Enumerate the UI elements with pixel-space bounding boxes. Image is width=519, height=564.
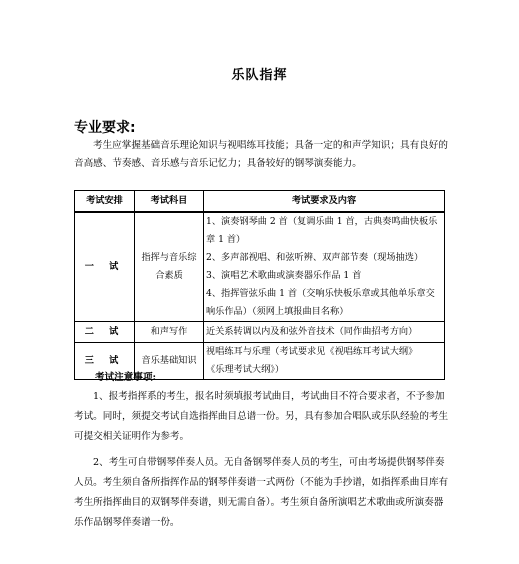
- requirement-item: 3、演唱艺术歌曲或演奏器乐作品 1 首: [206, 270, 362, 281]
- stage-cell: 一 试: [75, 212, 135, 322]
- table-row: [75, 212, 445, 322]
- requirement-item: 《乐理考试大纲》）: [206, 364, 285, 375]
- stage-cell: 三 试: [75, 343, 135, 380]
- section-heading: 专业要求:: [74, 120, 136, 136]
- exam-table: [74, 190, 445, 380]
- subject-cell: 和声写作: [135, 322, 204, 343]
- table-header-row: [75, 191, 445, 213]
- notes-heading: 考试注意事项:: [95, 372, 157, 383]
- requirements-cell: [204, 212, 445, 322]
- page-title: 乐队指挥: [231, 68, 288, 83]
- note-paragraph: 1、报考指挥系的考生，报名时须填报考试曲目，考试曲目不符合要求者，不予参加考试。同时，须提交考试自选指挥曲目总谱一份。另，具有参加合唱队或乐队经验的考生可提交相关证明作为参考。: [74, 391, 449, 442]
- header-exam-subject: 考试科目: [135, 191, 204, 213]
- subject-cell: 指挥与音乐综合素质: [135, 212, 204, 322]
- stage-cell: 二 试: [75, 322, 135, 343]
- header-exam-requirements: 考试要求及内容: [204, 191, 445, 213]
- table-row: [75, 322, 445, 343]
- intro-paragraph: 考生应掌握基础音乐理论知识与视唱练耳技能；具备一定的和声学知识；具有良好的音高感、节奏感、音乐感与音乐记忆力；具备较好的钢琴演奏能力。: [74, 140, 448, 169]
- subject-cell: 音乐基础知识: [135, 343, 204, 380]
- notes-body: [74, 387, 449, 539]
- requirements-cell: [204, 343, 445, 380]
- requirement-item: 1、演奏钢琴曲 2 首（复调乐曲 1 首，古典奏鸣曲快板乐章 1 首）: [206, 216, 438, 245]
- requirements-cell: [204, 322, 445, 343]
- requirement-item: 2、多声部视唱、和弦听辨、双声部节奏（现场抽选）: [206, 252, 424, 263]
- requirement-item: 近关系转调以内及和弦外音技术（同作曲招考方向）: [206, 326, 418, 337]
- requirement-item: 4、指挥管弦乐曲 1 首（交响乐快板乐章或其他单乐章交响乐作品）（须网上填报曲目名称）: [206, 288, 435, 317]
- header-exam-stage: 考试安排: [75, 191, 135, 213]
- requirement-item: 视唱练耳与乐理（考试要求见《视唱练耳考试大纲》: [206, 346, 418, 357]
- note-paragraph: 2、考生可自带钢琴伴奏人员。无自备钢琴伴奏人员的考生，可由考场提供钢琴伴奏人员。考生须自备所指挥作品的钢琴伴奏谱一式两份（不能为手抄谱，如指挥系曲目库有考生所指挥曲目的双钢琴伴奏谱，则无需自备）。考生须自备所演唱艺术歌曲或所演奏器乐作品钢琴伴奏谱一份。: [74, 457, 449, 528]
